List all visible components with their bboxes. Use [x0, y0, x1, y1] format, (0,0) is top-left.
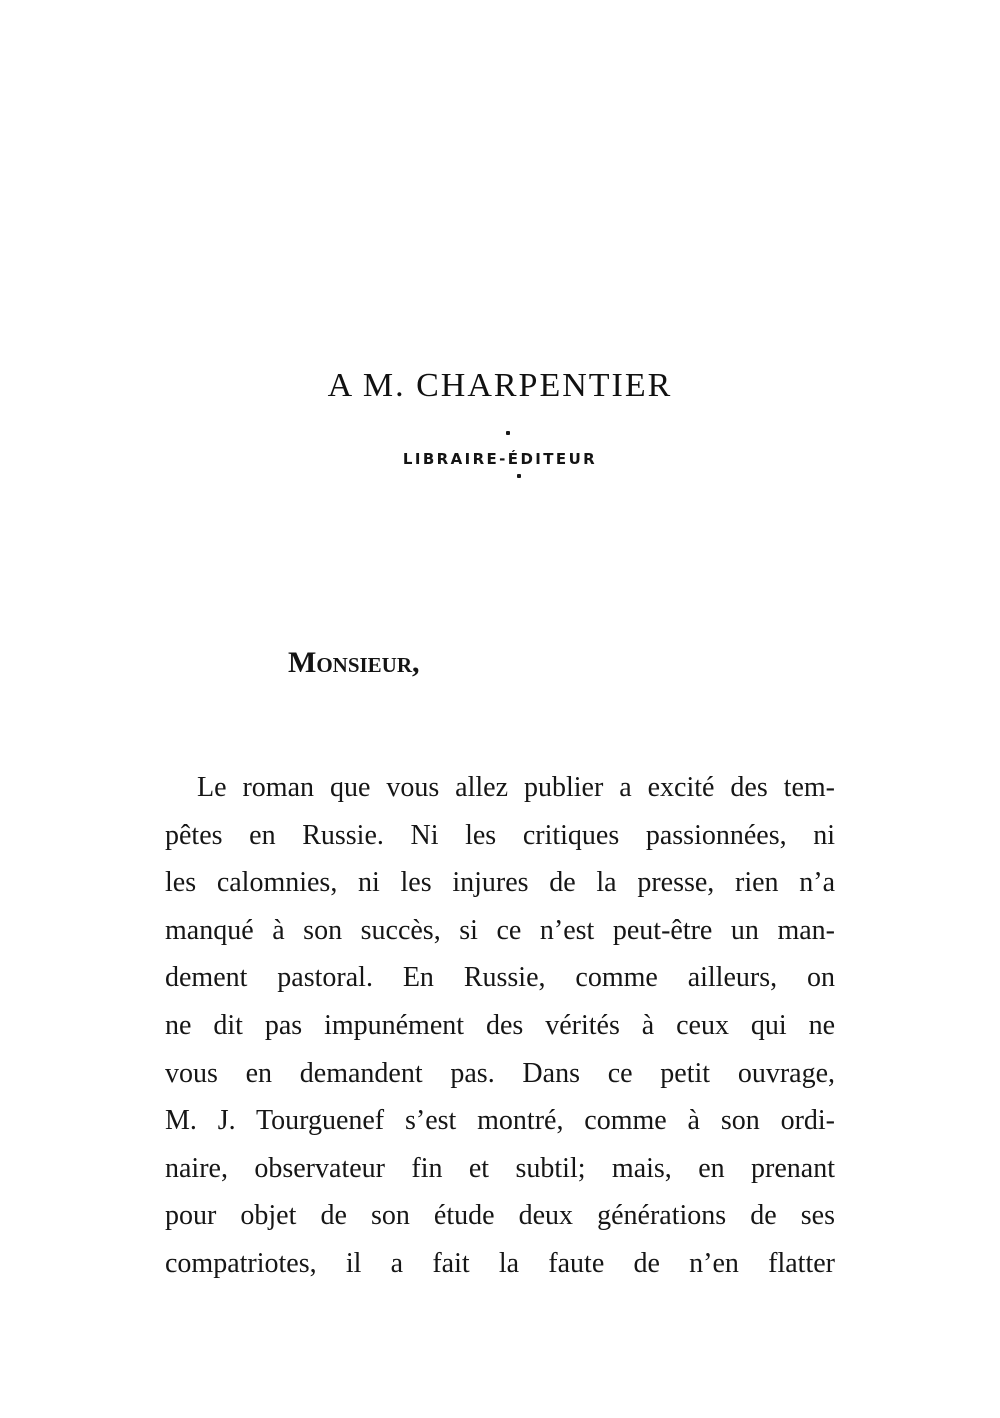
- body-line: Le roman que vous allez publier a excité des tem-: [197, 772, 835, 803]
- body-line: naire, observateur fin et subtil; mais, en prenant: [165, 1152, 835, 1184]
- body-line: M. J. Tourguenef s’est montré, comme à son ordi-: [165, 1105, 835, 1137]
- ornament-dot: [517, 474, 521, 478]
- body-line: vous en demandent pas. Dans ce petit ouvrage,: [165, 1057, 835, 1089]
- body-line: ne dit pas impunément des vérités à ceux qui ne: [165, 1009, 835, 1041]
- dedication-heading: A M. CHARPENTIER: [327, 367, 673, 404]
- body-line: les calomnies, ni les injures de la presse, rien n’a: [165, 867, 835, 899]
- body-line: pour objet de son étude deux générations de ses: [165, 1200, 835, 1232]
- dedication-subheading: LIBRAIRE-ÉDITEUR: [402, 450, 598, 468]
- body-line: compatriotes, il a fait la faute de n’en flatter: [165, 1247, 835, 1279]
- body-line: dement pastoral. En Russie, comme ailleurs, on: [165, 962, 835, 994]
- body-paragraph: [165, 764, 835, 1288]
- ornament-dot: [506, 431, 510, 435]
- body-line: pêtes en Russie. Ni les critiques passionnées, ni: [165, 819, 835, 851]
- body-line: manqué à son succès, si ce n’est peut-être un man-: [165, 914, 835, 946]
- salutation: Monsieur,: [288, 646, 420, 679]
